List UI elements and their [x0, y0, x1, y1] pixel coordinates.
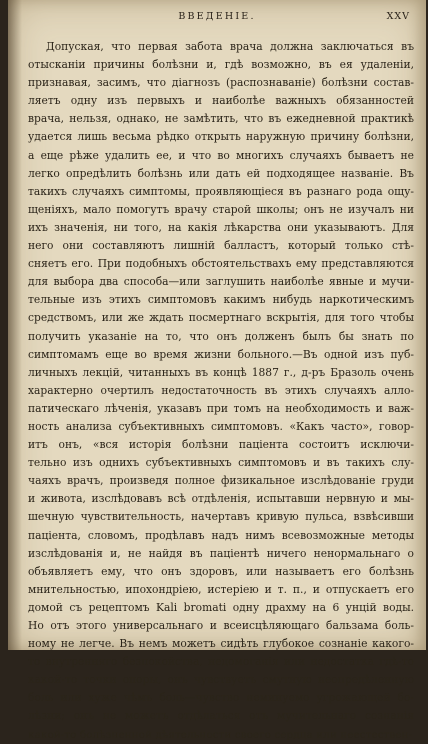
running-title: ВВЕДЕНІЕ. — [178, 11, 256, 22]
text-line: признавая, засимъ, что діагнозъ (распознаваніе) болѣзни состав- — [28, 76, 414, 90]
text-line: Но отъ этого универсальнаго и всеисцѣляющаго бальзама боль- — [28, 619, 414, 632]
body-text — [28, 38, 414, 744]
text-line: тельно изъ однихъ субъективныхъ симптомовъ и въ такихъ слу- — [28, 456, 414, 470]
text-line: мнительностью, ипохондріею, истеріею и т. п., и отпускаетъ его — [28, 582, 414, 596]
text-line: ляетъ одну изъ первыхъ и наиболѣе важныхъ обязанностей — [28, 94, 414, 108]
text-line: лѣзни; онъ не можетъ отдѣлаться отъ мучительнаго сознанія — [28, 709, 414, 723]
text-line: получить указаніе на то, что онъ долженъ былъ бы знать по — [28, 329, 414, 343]
text-line: итъ онъ, «вся исторія болѣзни паціента состоитъ исключи- — [28, 438, 414, 452]
text-line: а еще рѣже удалить ее, и что во многихъ случаяхъ бываетъ не — [28, 148, 414, 162]
running-head — [8, 11, 426, 27]
page-number: XXV — [386, 11, 410, 22]
text-line: него они составляютъ лишній балластъ, который только стѣ- — [28, 239, 414, 253]
text-line: ность анализа субъективныхъ симптомовъ. «Какъ часто», говор- — [28, 419, 414, 433]
text-line: удается лишь весьма рѣдко открыть наружную причину болѣзни, — [28, 130, 414, 144]
text-line: щеніяхъ, мало помогутъ врачу старой школы; онъ не изучалъ ни — [28, 202, 414, 216]
text-line: паціента, словомъ, продѣлавъ надъ нимъ всевозможные методы — [28, 528, 414, 542]
text-line: и живота, изслѣдовавъ всѣ отдѣленія, испытавши нервную и мы- — [28, 492, 414, 506]
book-page — [8, 0, 426, 741]
text-line: характерно очертилъ недостаточность въ этихъ случаяхъ алло- — [28, 383, 414, 397]
text-line: легко опредѣлить болѣзнь или дать ей подходящее названіе. Въ — [28, 166, 414, 180]
text-line: такихъ случаяхъ симптомы, проявляющіеся въ разнаго рода ощу- — [28, 184, 414, 198]
text-line: боль или хуже чѣмъ боль—чувство неминуемо угрожающей бо- — [28, 691, 414, 705]
text-line: шечную чувствительность, начертавъ кривую пульса, взвѣсивши — [28, 510, 414, 524]
text-line: объявляетъ ему, что онъ здоровъ, или называетъ его болѣзнь — [28, 564, 414, 578]
text-line: Допуская, что первая забота врача должна заключаться въ — [46, 40, 414, 53]
text-line: отысканіи причины болѣзни и, гдѣ возможно, въ ея удаленіи, — [28, 58, 414, 72]
text-line: врача, нельзя, однако, не замѣтить, что въ ежедневной практикѣ — [28, 112, 414, 126]
text-line: изслѣдованія и, не найдя въ паціентѣ ничего ненормальнаго о — [28, 546, 414, 560]
text-line: то внутренняго безпокойства, недомоганія или недостатка гдѣ-то — [28, 655, 414, 669]
text-line: ному не легче. Въ немъ можетъ сидѣть глубокое сознаніе какого- — [28, 637, 414, 651]
text-line: чаяхъ врачъ, произведя полное физикальное изслѣдованіе груди — [28, 474, 414, 488]
text-line: ихъ значенія, ни того, на какія лѣкарства они указываютъ. Для — [28, 220, 414, 234]
text-line: для выбора два способа—или заглушить наиболѣе явные и мучи- — [28, 275, 414, 289]
text-line: тельные изъ этихъ симптомовъ какимъ нибудь наркотическимъ — [28, 293, 414, 307]
text-line: симптомамъ еще во время жизни больного.—Въ одной изъ пуб- — [28, 347, 414, 361]
text-line: патическаго лѣченія, указавъ при томъ на необходимость и важ- — [28, 401, 414, 415]
text-line: сняетъ его. При подобныхъ обстоятельствахъ ему представляются — [28, 257, 414, 271]
text-line: какой-то болѣзненной дѣятельности своего сердца или неестествен- — [28, 728, 413, 741]
text-line: личныхъ лекцій, читанныхъ въ концѣ 1887 г., д-ръ Бразоль очень — [28, 365, 414, 379]
text-line: какой-то точки опоры, онъ чувствуетъ смутную неопредѣленную — [28, 673, 414, 687]
binding-shadow — [8, 0, 22, 650]
text-line: средствомъ, или же ждать посмертнаго вскрытія, для того чтобы — [28, 311, 414, 325]
text-line: домой съ рецептомъ Kali bromati одну драхму на 6 унцій воды. — [28, 600, 414, 614]
